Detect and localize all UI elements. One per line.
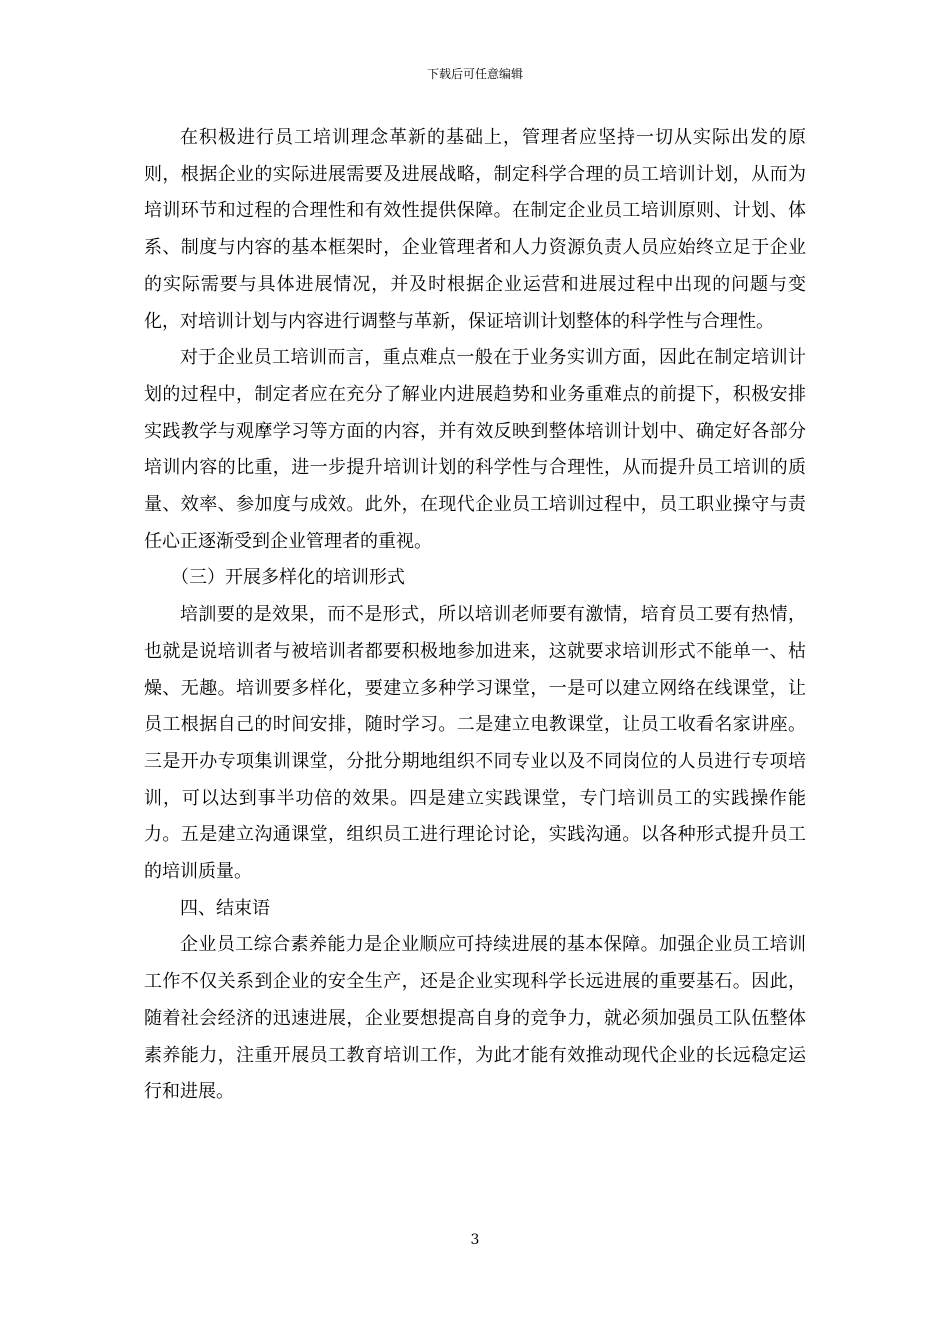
section-heading-diverse-training: （三）开展多样化的培训形式 — [171, 567, 405, 589]
paragraph-conclusion: 企业员工综合素养能力是企业顺应可持续进展的基本保障。加强企业员工培训工作不仅关系到企业的安全生产，还是企业实现科学长远进展的重要基石。因此，随着社会经济的迅速进展，企业要想提高自身的竞争力，就必须加强员工队伍整体素养能力，注重开展员工教育培训工作，为此才能有效推动现代企业的长远稳定运行和进展。 — [144, 934, 806, 1103]
section-heading-conclusion: 四、结束语 — [180, 897, 270, 919]
paragraph-training-plan: 在积极进行员工培训理念革新的基础上，管理者应坚持一切从实际出发的原则，根据企业的实际进展需要及进展战略，制定科学合理的员工培训计划，从而为培训环节和过程的合理性和有效性提供保障。在制定企业员工培训原则、计划、体系、制度与内容的基本框架时，企业管理者和人力资源负责人员应始终立足于企业的实际需要与具体进展情况，并及时根据企业运营和进展过程中出现的问题与变化，对培训计划与内容进行调整与革新，保证培训计划整体的科学性与合理性。 — [144, 127, 806, 332]
page-number: 3 — [470, 1232, 480, 1248]
paragraph-diverse-training: 培訓要的是效果，而不是形式，所以培训老师要有激情，培育员工要有热情，也就是说培训者与被培训者都要积极地参加进来，这就要求培训形式不能单一、枯燥、无趣。培训要多样化，要建立多种学习课堂，一是可以建立网络在线课堂，让员工根据自己的时间安排，随时学习。二是建立电教课堂，让员工收看名家讲座。三是开办专项集训课堂，分批分期地组织不同专业以及不同岗位的人员进行专项培训，可以达到事半功倍的效果。四是建立实践课堂，专门培训员工的实践操作能力。五是建立沟通课堂，组织员工进行理论讨论，实践沟通。以各种形式提升员工的培训质量。 — [144, 604, 806, 883]
paragraph-business-training: 对于企业员工培训而言，重点难点一般在于业务实训方面，因此在制定培训计划的过程中，制定者应在充分了解业内进展趋势和业务重难点的前提下，积极安排实践教学与观摩学习等方面的内容，并有效反映到整体培训计划中、确定好各部分培训内容的比重，进一步提升培训计划的科学性与合理性，从而提升员工培训的质量、效率、参加度与成效。此外，在现代企业员工培训过程中，员工职业操守与责任心正逐渐受到企业管理者的重视。 — [144, 347, 806, 552]
document-body — [144, 120, 806, 1111]
page-header: 下载后可任意编辑 — [426, 67, 523, 81]
